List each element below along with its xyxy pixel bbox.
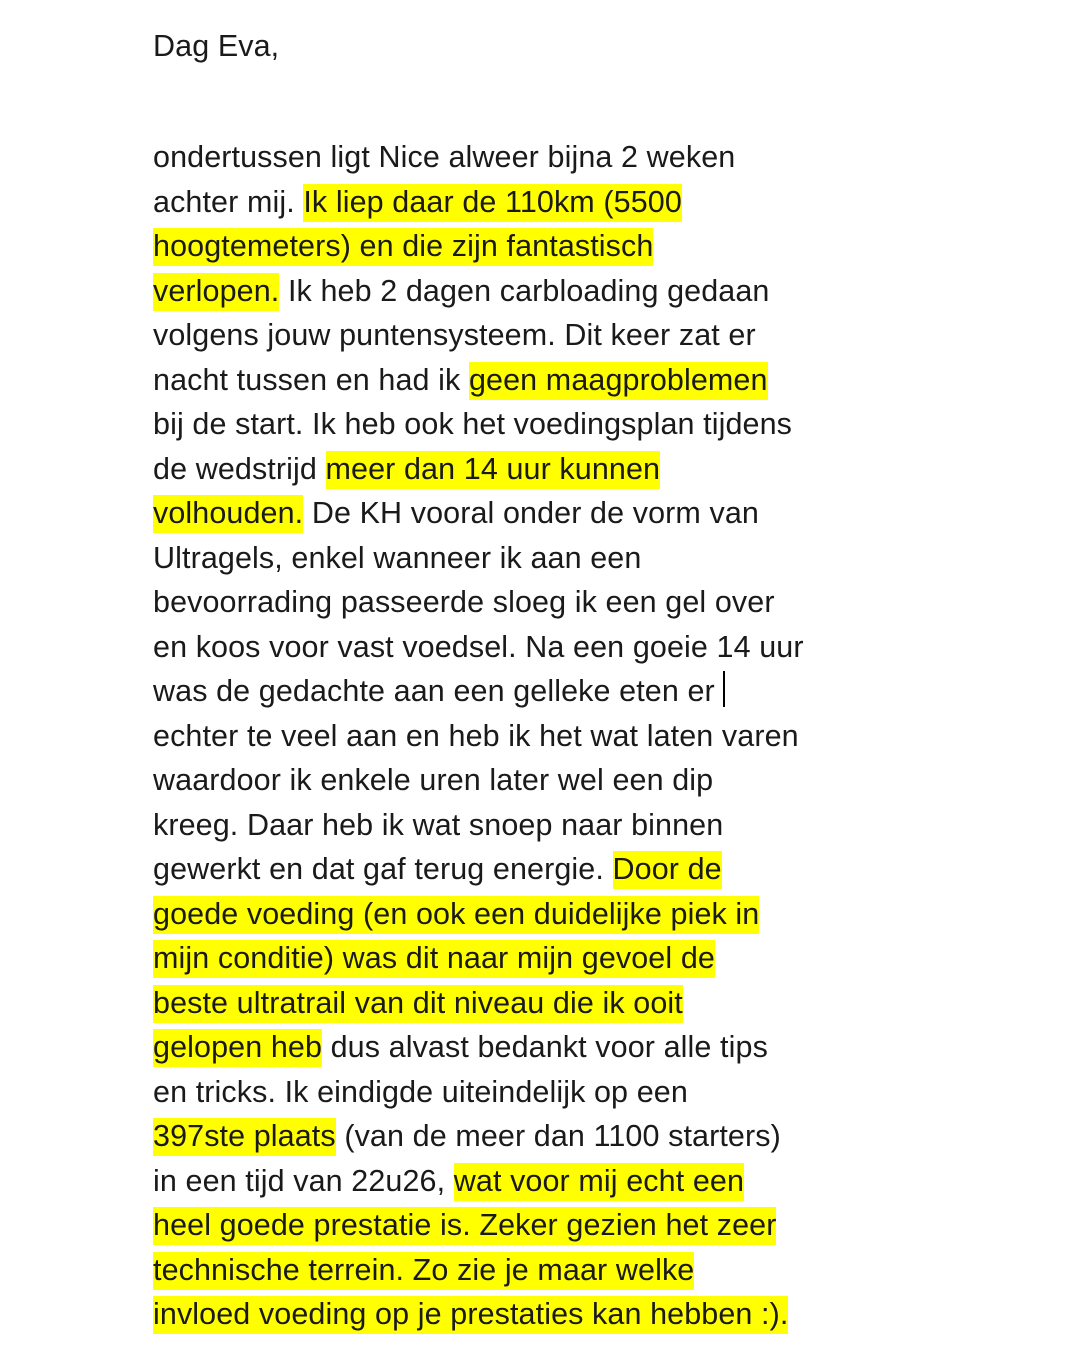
text-line — [153, 180, 913, 225]
text-line — [153, 981, 913, 1026]
text-line — [153, 847, 913, 892]
text-line — [153, 224, 913, 269]
text-cursor — [723, 671, 725, 707]
text-run: (van de meer dan 1100 starters) — [335, 1119, 781, 1153]
text-line — [153, 447, 913, 492]
highlighted-text: 397ste plaats — [153, 1118, 336, 1156]
text-line — [153, 536, 913, 581]
text-run: Ik heb 2 dagen carbloading gedaan — [279, 273, 770, 308]
text-run: bevoorrading passeerde sloeg ik een gel over — [153, 585, 775, 619]
text-line — [153, 1025, 913, 1070]
text-line — [153, 580, 913, 625]
highlighted-text: wat voor mij echt een — [454, 1163, 744, 1201]
highlighted-text: hoogtemeters) en die zijn fantastisch — [153, 228, 653, 266]
text-run: nacht tussen en had ik — [153, 362, 469, 397]
text-run: achter mij. — [153, 184, 304, 219]
text-run: waardoor ik enkele uren later wel een dip — [153, 763, 714, 797]
text-run: en tricks. Ik eindigde uiteindelijk op een — [153, 1074, 688, 1109]
text-run: in een tijd van 22u26, — [153, 1163, 454, 1198]
highlighted-text: Door de — [613, 851, 722, 889]
text-line — [153, 936, 913, 981]
text-line — [153, 803, 913, 848]
text-run: kreeg. Daar heb ik wat snoep naar binnen — [153, 807, 724, 842]
text-line — [153, 714, 913, 759]
highlighted-text: volhouden. — [153, 495, 303, 533]
highlighted-text: technische terrein. Zo zie je maar welke — [153, 1252, 694, 1290]
text-line — [153, 313, 913, 358]
text-run: ondertussen ligt Nice alweer bijna 2 weken — [153, 140, 736, 174]
highlighted-text: verlopen. — [153, 273, 279, 311]
letter-body[interactable] — [153, 135, 913, 1337]
highlighted-text: meer dan 14 uur kunnen — [326, 451, 661, 489]
text-run: de wedstrijd — [153, 451, 326, 486]
text-run: was de gedachte aan een gelleke eten er — [153, 674, 715, 708]
text-line — [153, 1070, 913, 1115]
text-run: dus alvast bedankt voor alle tips — [322, 1030, 768, 1064]
text-run: echter te veel aan en heb ik het wat laten varen — [153, 718, 799, 753]
text-line — [153, 1159, 913, 1204]
highlighted-text: gelopen heb — [153, 1029, 322, 1067]
text-line — [153, 358, 913, 403]
text-line — [153, 892, 913, 937]
text-run: volgens jouw puntensysteem. Dit keer zat er — [153, 318, 756, 352]
text-line — [153, 758, 913, 803]
salutation: Dag Eva, — [153, 29, 280, 63]
text-line — [153, 1248, 913, 1293]
highlighted-text: Ik liep daar de 110km (5500 — [303, 184, 682, 222]
text-line — [153, 135, 913, 180]
text-line — [153, 669, 913, 714]
highlighted-text: heel goede prestatie is. Zeker gezien het zeer — [153, 1207, 776, 1245]
text-run: en koos voor vast voedsel. Na een goeie 14 uur — [153, 629, 804, 664]
letter-document — [153, 24, 913, 1337]
text-run: bij de start. Ik heb ook het voedingsplan tijdens — [153, 407, 793, 441]
text-run: Ultragels, enkel wanneer ik aan een — [153, 540, 642, 575]
highlighted-text: geen maagproblemen — [469, 362, 768, 400]
text-line — [153, 625, 913, 670]
highlighted-text: goede voeding (en ook een duidelijke piek in — [153, 896, 759, 934]
text-run: gewerkt en dat gaf terug energie. — [153, 852, 613, 886]
text-line — [153, 269, 913, 314]
text-run: De KH vooral onder de vorm van — [303, 496, 759, 530]
highlighted-text: mijn conditie) was dit naar mijn gevoel de — [153, 940, 715, 978]
text-line — [153, 1292, 913, 1337]
text-line — [153, 402, 913, 447]
text-line — [153, 491, 913, 536]
text-line — [153, 1114, 913, 1159]
text-line — [153, 1203, 913, 1248]
highlighted-text: beste ultratrail van dit niveau die ik ooit — [153, 985, 683, 1023]
highlighted-text: invloed voeding op je prestaties kan hebben :). — [153, 1296, 788, 1334]
